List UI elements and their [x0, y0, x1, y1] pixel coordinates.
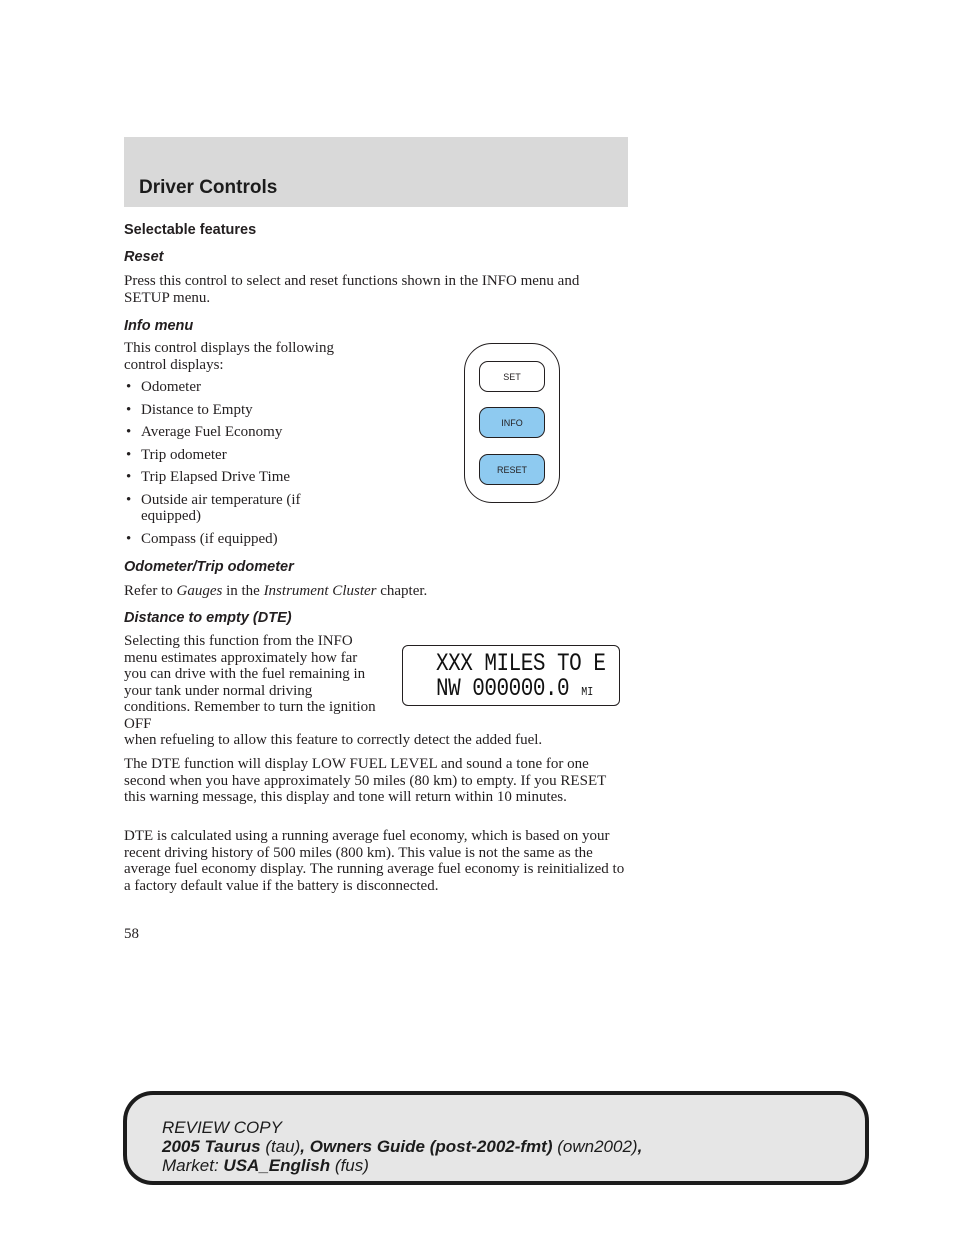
- info-menu-intro: This control displays the following control displays:: [124, 340, 334, 373]
- lcd-line-1: XXX MILES TO E: [436, 651, 606, 679]
- reset-body: Press this control to select and reset functions shown in the INFO menu and SETUP menu.: [124, 273, 580, 306]
- reset-button: RESET: [479, 454, 545, 485]
- selectable-features-heading: Selectable features: [124, 222, 257, 238]
- footer-text: [162, 1118, 642, 1175]
- review-copy-label: REVIEW COPY: [162, 1118, 282, 1137]
- list-item: • Trip Elapsed Drive Time: [124, 469, 364, 486]
- dte-message-display: [402, 645, 620, 706]
- info-button: INFO: [479, 407, 545, 438]
- reset-heading: Reset: [124, 249, 164, 265]
- list-item: • Compass (if equipped): [124, 531, 364, 548]
- odometer-heading: Odometer/Trip odometer: [124, 559, 294, 575]
- dte-heading: Distance to empty (DTE): [124, 610, 292, 626]
- info-menu-list: [124, 379, 364, 553]
- footer-guide-line: 2005 Taurus (tau), Owners Guide (post-2002-fmt) (own2002),: [162, 1137, 643, 1156]
- list-item: • Outside air temperature (if equipped): [124, 492, 364, 525]
- list-item: • Trip odometer: [124, 447, 364, 464]
- dte-paragraph-2: The DTE function will display LOW FUEL LEVEL and sound a tone for one second when you have approximately 50 miles (80 km) to empty. If you RESET this warning message, this display and tone will return within 10 minutes.: [124, 756, 606, 805]
- list-item: • Odometer: [124, 379, 364, 396]
- list-item: • Average Fuel Economy: [124, 424, 364, 441]
- section-title: Driver Controls: [139, 177, 278, 198]
- lcd-unit: MI: [581, 686, 594, 700]
- lcd-line-2: NW 000000.0 MI: [436, 676, 594, 704]
- page-number: 58: [124, 926, 139, 942]
- list-item: • Distance to Empty: [124, 402, 364, 419]
- dte-paragraph-1-continued: when refueling to allow this feature to correctly detect the added fuel.: [124, 732, 543, 748]
- info-menu-heading: Info menu: [124, 318, 194, 334]
- control-button-panel: [464, 343, 560, 503]
- odometer-body: Refer to Gauges in the Instrument Cluster chapter.: [124, 583, 428, 599]
- dte-paragraph-1: Selecting this function from the INFO menu estimates approximately how far you can drive with the fuel remaining in your tank under normal driving conditions. Remember to turn the ignition OFF: [124, 633, 376, 732]
- set-button: SET: [479, 361, 545, 392]
- dte-paragraph-3: DTE is calculated using a running average fuel economy, which is based on your recent driving history of 500 miles (800 km). This value is not the same as the average fuel economy display. The running average fuel economy is reinitialized to a factory default value if the battery is disconnected.: [124, 828, 625, 894]
- footer-market-line: Market: USA_English (fus): [162, 1156, 369, 1175]
